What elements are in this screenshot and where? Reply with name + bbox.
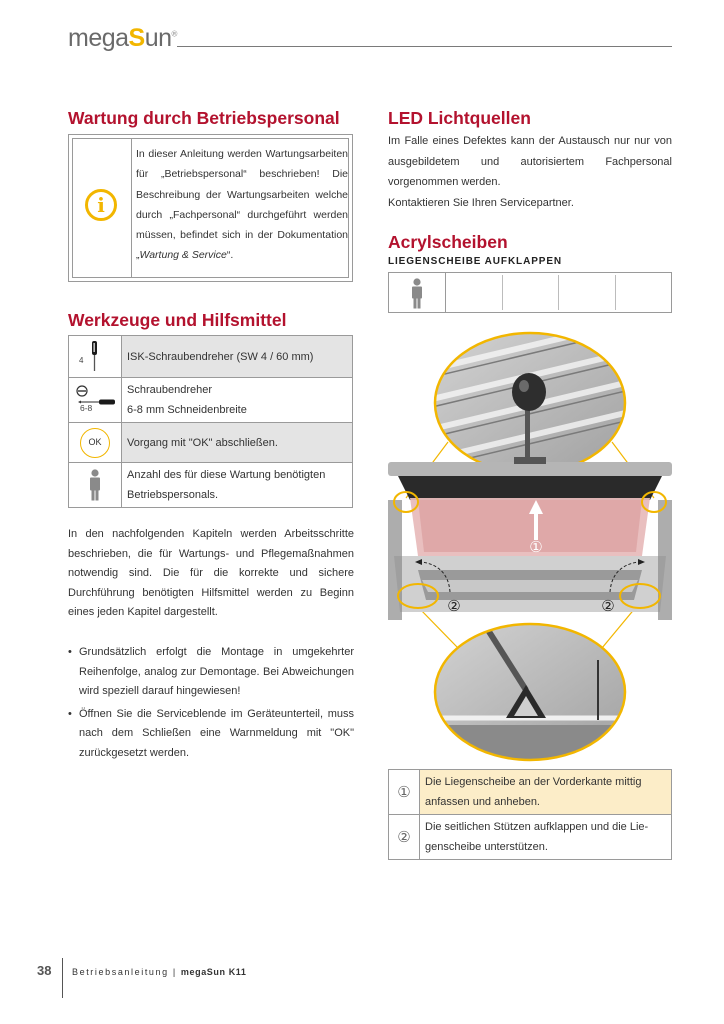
detail-bottom bbox=[428, 620, 638, 762]
megasun-logo bbox=[68, 24, 177, 53]
logo-prefix: mega bbox=[68, 24, 129, 52]
wartung-heading: Wartung durch Betriebspersonal bbox=[68, 108, 340, 128]
tools-row bbox=[69, 463, 353, 508]
person-icon bbox=[389, 273, 446, 312]
tool-4-text: Anzahl des für diese Wartung benötigten Betriebspersonals. bbox=[122, 463, 353, 508]
staff-cell-empty bbox=[559, 275, 616, 310]
info-box-inner bbox=[72, 138, 349, 278]
figure-label-2b: ② bbox=[601, 597, 615, 615]
ok-icon-circle: OK bbox=[80, 428, 110, 458]
tool-3-text: Vorgang mit "OK" abschließen. bbox=[122, 423, 353, 463]
acryl-heading: Acrylscheiben bbox=[388, 232, 508, 252]
tool-2-line-2: 6-8 mm Schneidenbreite bbox=[127, 404, 247, 416]
info-text-part1: In dieser Anleitung werden Wartungsarbeiten für „Betriebspersonal“ beschrieben! Die Beschreibung der Wartungsarbeiten welche durch „Fachpersonal“ durchgeführt werden müssen, befindet sich in der Dokumentation „ bbox=[136, 148, 348, 262]
tool-2-line-1: Schraubendreher bbox=[127, 384, 213, 396]
tools-row bbox=[69, 336, 353, 378]
step-text: Die seitlichen Stützen aufklappen und die Liegenscheibe unterstützen. bbox=[420, 815, 672, 860]
tools-table bbox=[68, 335, 353, 508]
step-number: ① bbox=[389, 770, 420, 815]
info-box bbox=[68, 134, 353, 282]
footer-title bbox=[72, 967, 247, 977]
info-text bbox=[136, 144, 348, 266]
logo-s: S bbox=[128, 24, 145, 52]
info-text-italic: Wartung & Service bbox=[139, 249, 227, 262]
bullet-item: • Öffnen Sie die Serviceblende im Geräteunterteil, muss nach dem Schließen eine Warnmeldung mit "OK" zurückgesetzt werden. bbox=[68, 705, 354, 764]
footer-doc: Betriebsanleitung | bbox=[72, 967, 181, 977]
page-number: 38 bbox=[37, 963, 52, 978]
header-rule bbox=[177, 46, 672, 47]
tool-2-text bbox=[122, 378, 353, 423]
flat-screwdriver-icon bbox=[69, 378, 122, 423]
staff-cell-empty bbox=[503, 275, 560, 310]
intro-paragraph: In den nachfolgenden Kapiteln werden Arbeitsschritte beschrieben, die für Wartungs- und Pflegemaßnahmen notwendig sind. Die für die korrekte und sichere Durchführung benötigten Hilfsmittel werden zu Beginn eines jeden Kapitel dargestellt. bbox=[68, 528, 354, 618]
ok-icon bbox=[69, 423, 122, 463]
figure-label-1: ① bbox=[529, 538, 543, 556]
logo-registered: ® bbox=[171, 29, 177, 39]
person-graphic bbox=[389, 273, 445, 312]
led-text-1: Im Falle eines Defektes kann der Austausch nur nur von ausgebildetem und autorisiertem Fachpersonal vorgenommen werden. bbox=[388, 135, 672, 188]
footer-model: megaSun K11 bbox=[180, 967, 247, 977]
led-heading: LED Lichtquellen bbox=[388, 108, 531, 128]
step-text: Die Liegenscheibe an der Vorderkante mittig anfassen und anheben. bbox=[420, 770, 672, 815]
screwdriver-icon bbox=[69, 336, 122, 378]
liegenscheibe-subheading: LIEGENSCHEIBE AUFKLAPPEN bbox=[388, 256, 563, 267]
bullet-list bbox=[68, 643, 354, 766]
step-number: ② bbox=[389, 815, 420, 860]
flat-screwdriver-graphic bbox=[69, 380, 121, 420]
tools-heading: Werkzeuge und Hilfsmittel bbox=[68, 310, 287, 330]
info-box-divider bbox=[131, 139, 132, 277]
logo-suffix: un bbox=[144, 24, 172, 52]
staff-cell-empty bbox=[616, 275, 672, 310]
bullet-item: • Grundsätzlich erfolgt die Montage in umgekehrter Reihenfolge, analog zur Demontage. Bei Abweichungen wird speziell darauf hingewiesen! bbox=[68, 643, 354, 702]
staff-cell-empty bbox=[446, 275, 503, 310]
tools-row bbox=[69, 378, 353, 423]
figure-label-2a: ② bbox=[447, 597, 461, 615]
step-row bbox=[389, 770, 672, 815]
screwdriver-graphic bbox=[69, 337, 121, 377]
led-text-2: Kontaktieren Sie Ihren Servicepartner. bbox=[388, 196, 574, 209]
screwdriver-size-label: 4 bbox=[79, 356, 84, 365]
tool-1-text: ISK-Schraubendreher (SW 4 / 60 mm) bbox=[122, 336, 353, 378]
staff-table bbox=[388, 272, 672, 313]
info-icon: i bbox=[85, 189, 117, 221]
solarium-figure bbox=[388, 330, 672, 762]
footer-divider bbox=[62, 958, 63, 998]
flat-screwdriver-size-label: 6-8 bbox=[80, 403, 93, 413]
person-icon bbox=[69, 463, 122, 508]
step-row bbox=[389, 815, 672, 860]
info-text-part2: “. bbox=[226, 249, 234, 262]
person-graphic bbox=[69, 465, 121, 505]
led-text bbox=[388, 131, 672, 213]
tools-row bbox=[69, 423, 353, 463]
steps-table bbox=[388, 769, 672, 860]
